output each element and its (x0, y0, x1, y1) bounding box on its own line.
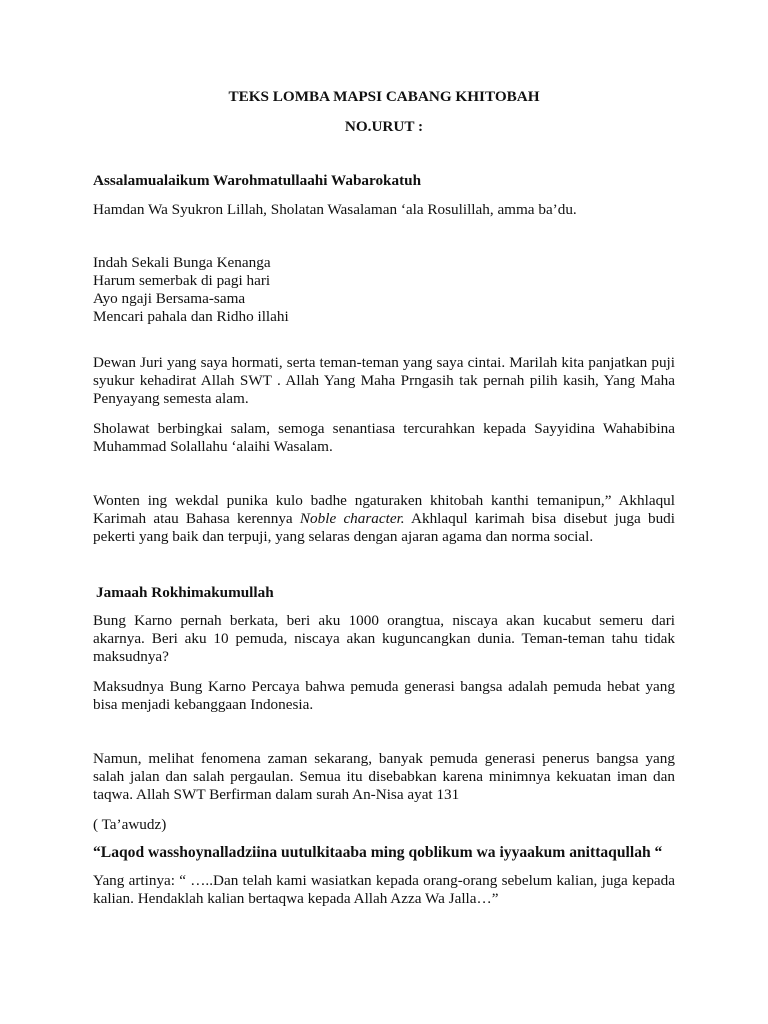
subheading-jamaah: Jamaah Rokhimakumullah (96, 584, 274, 601)
paragraph-theme (93, 492, 675, 546)
theme-italic-term: Noble character. (299, 510, 405, 527)
pantun-line: Harum semerbak di pagi hari (93, 272, 271, 289)
paragraph-greeting-jury: Dewan Juri yang saya hormati, serta teman-teman yang saya cintai. Marilah kita panjatkan puji syukur kehadirat Allah SWT . Allah Yang Maha Prngasih tak pernah pilih kasih, Yang Maha Penyayang semesta alam. (93, 354, 675, 407)
paragraph-maksudnya: Maksudnya Bung Karno Percaya bahwa pemuda generasi bangsa adalah pemuda hebat yang bisa menjadi kebanggaan Indonesia. (93, 678, 675, 713)
greeting-salam: Assalamualaikum Warohmatullaahi Wabarokatuh (93, 172, 422, 189)
paragraph-bung-karno: Bung Karno pernah berkata, beri aku 1000 orangtua, niscaya akan kucabut semeru dari akarnya. Beri aku 10 pemuda, niscaya akan kuguncangkan dunia. Teman-teman tahu tidak maksudnya? (93, 612, 675, 665)
paragraph-translation: Yang artinya: “ …..Dan telah kami wasiatkan kepada orang-orang sebelum kalian, juga kepada kalian. Hendaklah kalian bertaqwa kepada Allah Azza Wa Jalla…” (93, 872, 675, 907)
number-label: NO.URUT : (344, 118, 424, 135)
quran-quote: “Laqod wasshoynalladziina uutulkitaaba ming qoblikum wa iyyaakum anittaqullah “ (93, 844, 663, 861)
document-title: TEKS LOMBA MAPSI CABANG KHITOBAH (228, 88, 540, 105)
paragraph-sholawat: Sholawat berbingkai salam, semoga senantiasa tercurahkan kepada Sayyidina Wahabibina Muhammad Solallahu ‘alaihi Wasalam. (93, 420, 675, 455)
pantun (93, 254, 675, 326)
theme-text-end: Akhlaqul karimah bisa disebut juga budi pekerti yang baik dan terpuji, yang selaras dengan ajaran agama dan norma social. (93, 510, 675, 545)
document-page (93, 0, 675, 1024)
pantun-line: Ayo ngaji Bersama-sama (93, 290, 246, 307)
opening-line: Hamdan Wa Syukron Lillah, Sholatan Wasalaman ‘ala Rosulillah, amma ba’du. (93, 201, 577, 218)
pantun-line: Indah Sekali Bunga Kenanga (93, 254, 271, 271)
theme-text-start: Wonten ing wekdal punika kulo badhe ngaturaken khitobah kanthi temanipun,” Akhlaqul Karimah atau Bahasa kerennya (93, 492, 675, 527)
paragraph-fenomena: Namun, melihat fenomena zaman sekarang, banyak pemuda generasi penerus bangsa yang salah jalan dan salah pergaulan. Semua itu disebabkan karena minimnya kekuatan iman dan taqwa. Allah SWT Berfirman dalam surah An-Nisa ayat 131 (93, 750, 675, 803)
pantun-line: Mencari pahala dan Ridho illahi (93, 308, 289, 325)
tawudz-line: ( Ta’awudz) (93, 816, 167, 833)
